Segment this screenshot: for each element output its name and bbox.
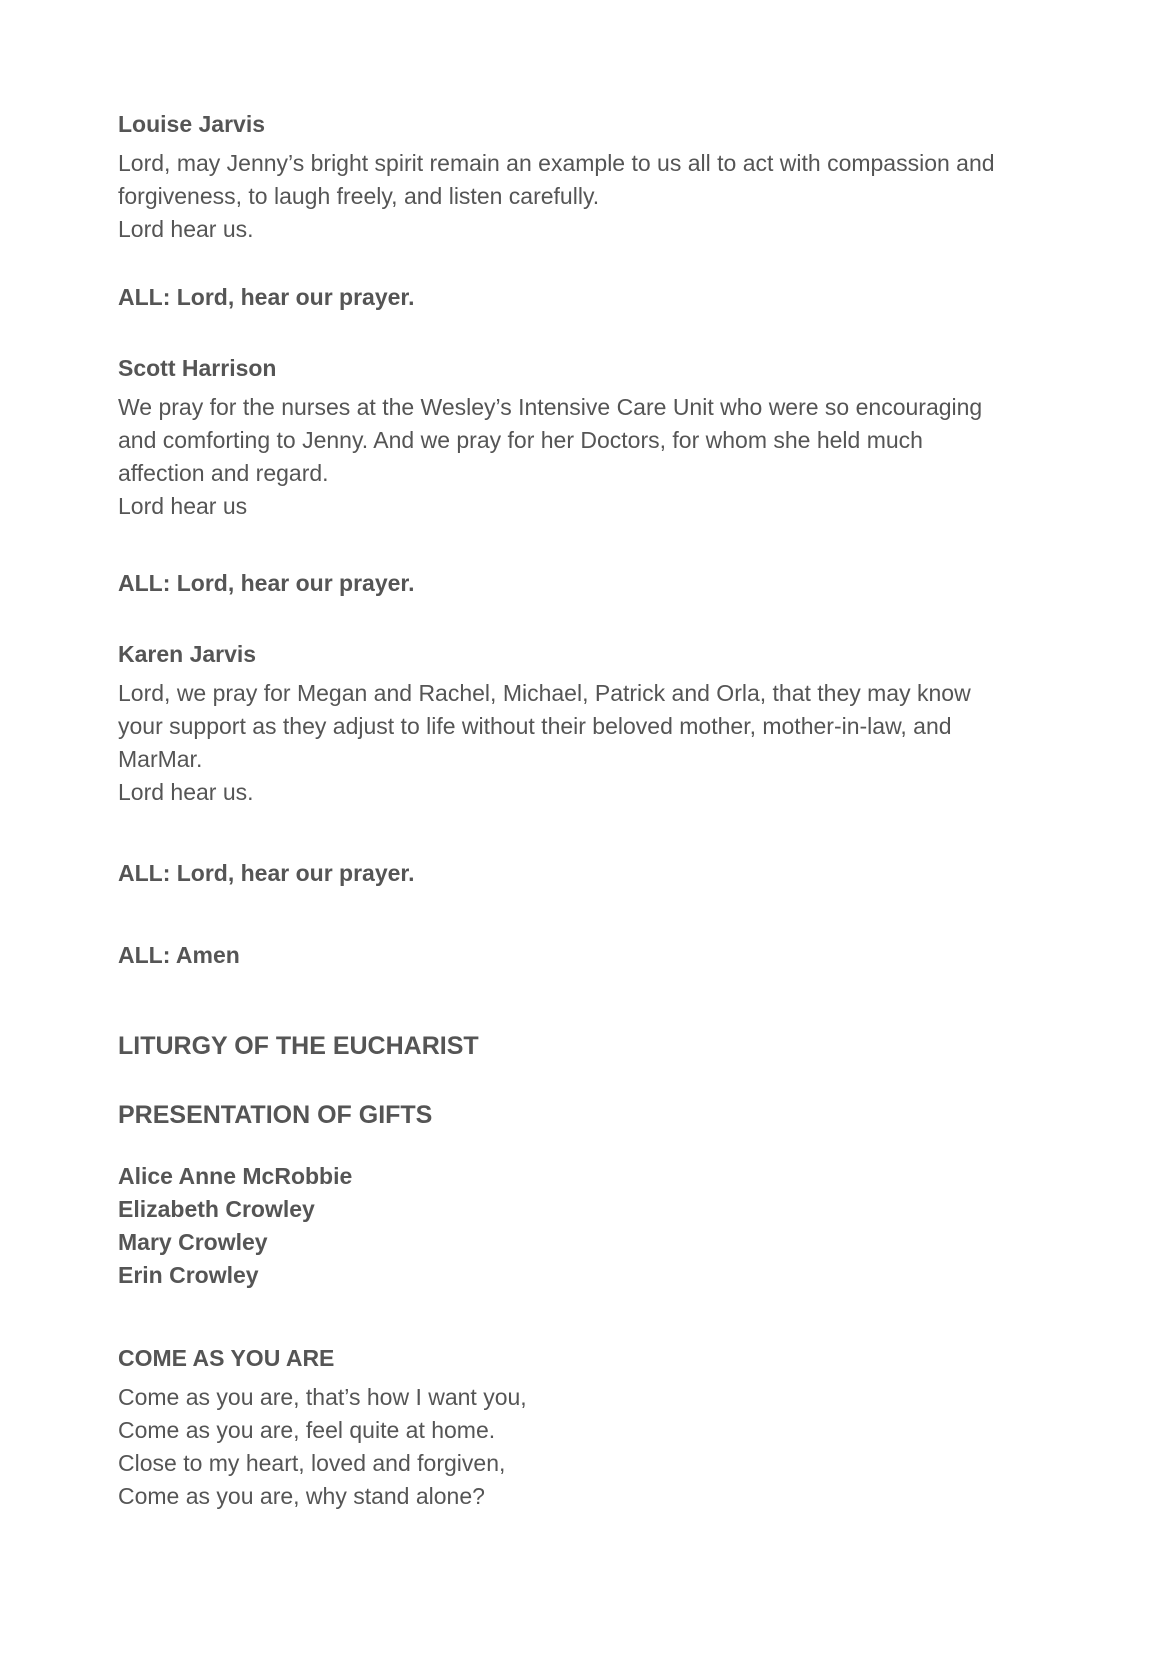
gift-bearers (118, 1160, 1078, 1292)
prayer-karen-jarvis (118, 638, 1078, 809)
prayer-line: Lord, we pray for Megan and Rachel, Michael, Patrick and Orla, that they may know (118, 680, 971, 706)
gift-bearer-name: Mary Crowley (118, 1229, 268, 1255)
response-2 (118, 567, 1078, 600)
hymn-line: Close to my heart, loved and forgiven, (118, 1450, 506, 1476)
gift-bearer-name: Elizabeth Crowley (118, 1196, 315, 1222)
prayer-line: affection and regard. (118, 460, 329, 486)
section-heading: LITURGY OF THE EUCHARIST (118, 1032, 479, 1060)
hymn-line: Come as you are, that’s how I want you, (118, 1384, 527, 1410)
amen-block (118, 939, 1078, 972)
presentation-of-gifts (118, 1099, 1078, 1132)
congregation-response: ALL: Lord, hear our prayer. (118, 284, 415, 310)
prayer-scott-harrison (118, 352, 1078, 523)
prayer-line: your support as they adjust to life without their beloved mother, mother-in-law, and (118, 713, 952, 739)
hymn-section (118, 1342, 1078, 1513)
congregation-response: ALL: Lord, hear our prayer. (118, 860, 415, 886)
hymn-line: Come as you are, feel quite at home. (118, 1417, 496, 1443)
prayer-line: Lord hear us. (118, 216, 254, 242)
liturgy-section (118, 1030, 1078, 1063)
prayer-line: Lord hear us (118, 493, 248, 519)
reader-name: Karen Jarvis (118, 641, 257, 667)
congregation-response: ALL: Lord, hear our prayer. (118, 570, 415, 596)
prayer-line: We pray for the nurses at the Wesley’s Intensive Care Unit who were so encouraging (118, 394, 983, 420)
prayer-louise-jarvis (118, 108, 1078, 246)
section-heading: PRESENTATION OF GIFTS (118, 1101, 433, 1129)
prayer-line: Lord hear us. (118, 779, 254, 805)
response-1 (118, 281, 1078, 314)
reader-name: Scott Harrison (118, 355, 277, 381)
gift-bearer-name: Alice Anne McRobbie (118, 1163, 353, 1189)
reader-name: Louise Jarvis (118, 111, 266, 137)
prayer-line: and comforting to Jenny. And we pray for her Doctors, for whom she held much (118, 427, 923, 453)
prayer-line: Lord, may Jenny’s bright spirit remain an example to us all to act with compassion and (118, 150, 995, 176)
response-3 (118, 857, 1078, 890)
gift-bearer-name: Erin Crowley (118, 1262, 259, 1288)
prayer-line: MarMar. (118, 746, 203, 772)
hymn-title: COME AS YOU ARE (118, 1345, 335, 1371)
prayer-line: forgiveness, to laugh freely, and listen carefully. (118, 183, 600, 209)
hymn-line: Come as you are, why stand alone? (118, 1483, 485, 1509)
amen-response: ALL: Amen (118, 942, 240, 968)
